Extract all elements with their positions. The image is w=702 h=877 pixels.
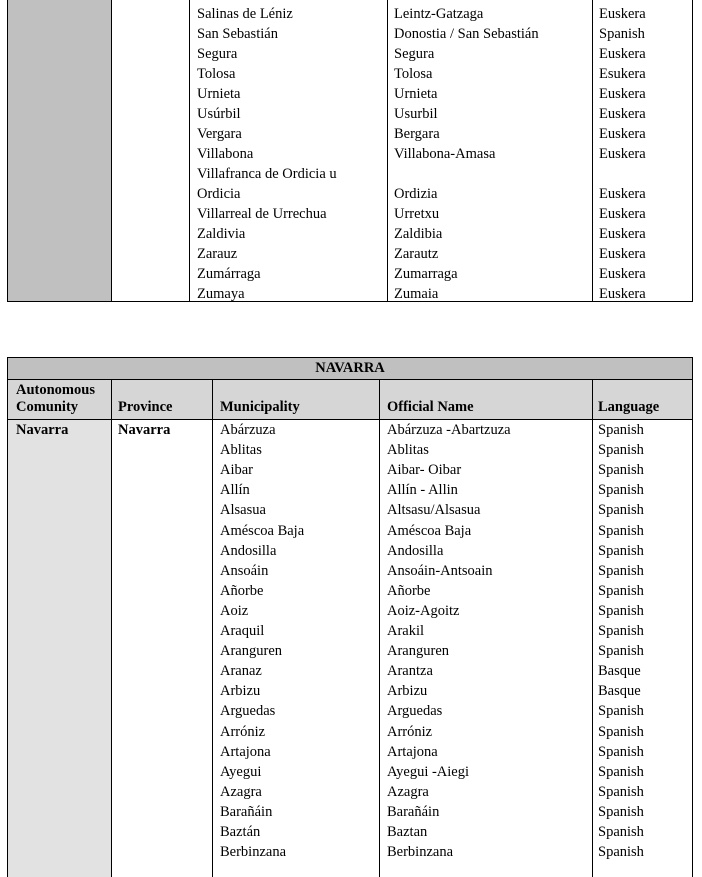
municipality-cell: Allín	[220, 482, 250, 499]
municipality-cell: Andosilla	[220, 542, 277, 559]
language-cell: Spanish	[598, 582, 644, 599]
language-cell: Spanish	[598, 703, 644, 720]
official-name-cell: Zumarraga	[394, 266, 458, 282]
gipuzkoa-table-continuation	[7, 0, 693, 302]
official-name-cell: Arantza	[387, 663, 433, 680]
municipality-cell: Usúrbil	[197, 106, 241, 122]
language-cell: Spanish	[598, 422, 644, 438]
official-name-cell: Zumaia	[394, 286, 439, 302]
header-official-name: Official Name	[387, 399, 474, 415]
official-name-cell: Baztan	[387, 824, 428, 840]
language-cell: Euskera	[599, 126, 646, 142]
municipality-cell: Zarauz	[197, 246, 238, 262]
municipality-cell: Alsasua	[220, 502, 266, 519]
official-name-cell: Ablitas	[387, 442, 429, 459]
language-cell: Spanish	[598, 442, 644, 459]
language-cell: Spanish	[598, 824, 644, 840]
municipality-cell: Salinas de Léniz	[197, 6, 293, 22]
official-name-cell: Allín - Allin	[387, 482, 458, 499]
community-cell: Navarra	[16, 422, 69, 438]
municipality-cell: Araquil	[220, 623, 265, 639]
province-cell: Navarra	[118, 422, 171, 438]
municipality-cell: San Sebastián	[197, 26, 278, 42]
column-divider	[592, 0, 593, 301]
municipality-cell: Zaldivia	[197, 226, 246, 242]
language-cell: Euskera	[599, 186, 646, 202]
language-cell: Euskera	[599, 146, 646, 162]
municipality-cell: Añorbe	[220, 582, 264, 599]
official-name-cell: Zaldibia	[394, 226, 443, 242]
municipality-cell: Arróniz	[220, 723, 266, 740]
municipality-cell: Aibar	[220, 462, 254, 479]
header-language: Language	[598, 399, 660, 415]
language-cell: Spanish	[598, 522, 644, 539]
language-cell: Spanish	[598, 743, 644, 760]
municipality-cell: Tolosa	[197, 66, 236, 82]
official-name-cell: Arbizu	[387, 683, 428, 700]
official-name-cell: Altsasu/Alsasua	[387, 502, 481, 519]
table-title: NAVARRA	[8, 358, 692, 380]
official-name-cell: Abárzuza -Abartzuza	[387, 422, 511, 438]
official-name-cell: Artajona	[387, 743, 438, 760]
official-name-cell: Bergara	[394, 126, 440, 142]
municipality-cell: Vergara	[197, 126, 242, 142]
official-name-cell: Ordizia	[394, 186, 438, 202]
language-cell: Spanish	[598, 643, 644, 660]
column-divider	[189, 0, 190, 301]
navarra-table	[7, 357, 693, 877]
language-cell: Spanish	[598, 723, 644, 740]
navarra-table-body	[8, 420, 692, 877]
municipality-cell: Zumárraga	[197, 266, 261, 282]
official-name-cell: Andosilla	[387, 542, 444, 559]
official-name-cell: Urretxu	[394, 206, 440, 222]
municipality-cell: Améscoa Baja	[220, 522, 305, 539]
municipality-cell: Villafranca de Ordicia u	[197, 166, 337, 182]
language-cell: Spanish	[598, 562, 644, 579]
official-name-cell: Aibar- Oibar	[387, 462, 462, 479]
official-name-cell: Ayegui -Aiegi	[387, 763, 470, 780]
official-name-cell: Leintz-Gatzaga	[394, 6, 484, 22]
official-name-cell: Añorbe	[387, 582, 431, 599]
official-name-cell: Urnieta	[394, 86, 438, 102]
official-name-cell: Usurbil	[394, 106, 438, 122]
municipality-cell: Segura	[197, 46, 238, 62]
official-name-cell: Barañáin	[387, 803, 440, 820]
official-name-cell: Arróniz	[387, 723, 433, 740]
language-cell: Euskera	[599, 246, 646, 262]
municipality-cell: Ansoáin	[220, 562, 269, 579]
language-cell: Esukera	[599, 66, 646, 82]
municipality-cell: Urnieta	[197, 86, 241, 102]
municipality-cell: Berbinzana	[220, 844, 287, 861]
official-name-cell: Arakil	[387, 623, 425, 639]
official-name-cell: Aoiz-Agoitz	[387, 602, 460, 619]
language-cell: Basque	[598, 683, 641, 700]
header-autonomous-community	[16, 382, 95, 416]
language-cell: Euskera	[599, 46, 646, 62]
municipality-cell: Azagra	[220, 783, 262, 800]
language-cell: Spanish	[598, 783, 644, 800]
language-cell: Spanish	[598, 602, 644, 619]
municipality-cell: Ordicia	[197, 186, 241, 202]
municipality-cell: Abárzuza	[220, 422, 276, 438]
official-name-cell: Aranguren	[387, 643, 450, 660]
municipality-cell: Zumaya	[197, 286, 245, 302]
municipality-cell: Artajona	[220, 743, 271, 760]
language-cell: Spanish	[598, 502, 644, 519]
official-name-cell: Améscoa Baja	[387, 522, 472, 539]
official-name-cell: Arguedas	[387, 703, 443, 720]
municipality-cell: Arguedas	[220, 703, 276, 720]
header-province: Province	[118, 399, 173, 415]
official-name-cell: Villabona-Amasa	[394, 146, 496, 162]
language-cell: Spanish	[599, 26, 645, 42]
language-cell: Spanish	[598, 462, 644, 479]
municipality-cell: Arbizu	[220, 683, 261, 700]
official-name-cell: Segura	[394, 46, 435, 62]
official-name-cell: Tolosa	[394, 66, 433, 82]
column-divider	[111, 0, 112, 301]
header-municipality: Municipality	[220, 399, 300, 415]
language-cell: Euskera	[599, 106, 646, 122]
language-cell: Spanish	[598, 803, 644, 820]
official-name-cell: Azagra	[387, 783, 429, 800]
municipality-cell: Barañáin	[220, 803, 273, 820]
language-cell: Euskera	[599, 226, 646, 242]
language-cell: Euskera	[599, 206, 646, 222]
municipality-cell: Aoiz	[220, 602, 249, 619]
language-cell: Spanish	[598, 844, 644, 861]
language-cell: Spanish	[598, 623, 644, 639]
municipality-cell: Aranaz	[220, 663, 262, 680]
language-cell: Euskera	[599, 286, 646, 302]
language-cell: Spanish	[598, 482, 644, 499]
municipality-cell: Aranguren	[220, 643, 283, 660]
municipality-cell: Villabona	[197, 146, 254, 162]
community-column-shade	[8, 0, 111, 301]
municipality-cell: Villarreal de Urrechua	[197, 206, 327, 222]
official-name-cell: Donostia / San Sebastián	[394, 26, 539, 42]
header-community-line1: Autonomous	[16, 382, 95, 398]
language-cell: Euskera	[599, 86, 646, 102]
column-divider	[387, 0, 388, 301]
language-cell: Euskera	[599, 266, 646, 282]
language-cell: Euskera	[599, 6, 646, 22]
municipality-cell: Baztán	[220, 824, 261, 840]
municipality-cell: Ayegui	[220, 763, 262, 780]
language-cell: Spanish	[598, 542, 644, 559]
language-cell: Spanish	[598, 763, 644, 780]
official-name-cell: Berbinzana	[387, 844, 454, 861]
language-cell: Basque	[598, 663, 641, 680]
header-community-line2: Comunity	[16, 399, 79, 415]
official-name-cell: Zarautz	[394, 246, 439, 262]
municipality-cell: Ablitas	[220, 442, 262, 459]
official-name-cell: Ansoáin-Antsoain	[387, 562, 493, 579]
